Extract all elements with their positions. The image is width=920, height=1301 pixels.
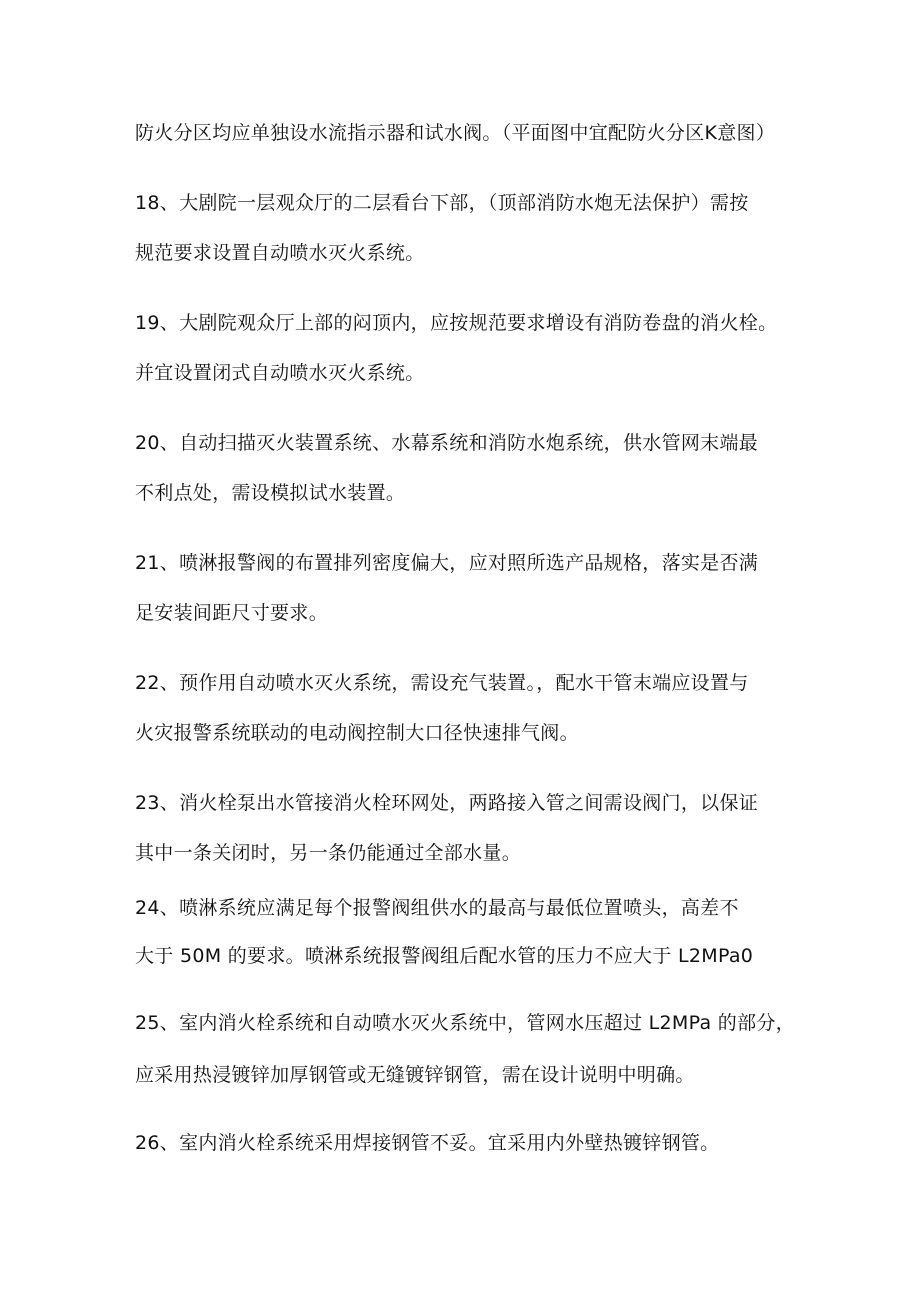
item-20-line-2: 不利点处，需设模拟试水装置。 (135, 482, 406, 504)
item-25-line-2: 应采用热浸镀锌加厚钢管或无缝镀锌钢管，需在设计说明中明确。 (135, 1064, 695, 1086)
item-20-line-1: 20、自动扫描灭火装置系统、水幕系统和消防水炮系统，供水管网末端最 (135, 432, 759, 454)
item-26-line-1: 26、室内消火栓系统采用焊接钢管不妥。宜采用内外壁热镀锌钢管。 (135, 1132, 720, 1154)
item-18-line-2: 规范要求设置自动喷水灭火系统。 (135, 242, 425, 264)
item-18-line-1: 18、大剧院一层观众厅的二层看台下部，（顶部消防水炮无法保护）需按 (135, 192, 749, 214)
item-24-line-2: 大于 50M 的要求。喷淋系统报警阀组后配水管的压力不应大于 L2MPa0 (135, 945, 754, 967)
item-22-line-1: 22、预作用自动喷水灭火系统，需设充气装置。，配水干管末端应设置与 (135, 672, 749, 694)
item-19-line-2: 并宜设置闭式自动喷水灭火系统。 (135, 362, 425, 384)
item-24-line-1: 24、喷淋系统应满足每个报警阀组供水的最高与最低位置喷头，高差不 (135, 897, 739, 919)
item-25-line-1: 25、室内消火栓系统和自动喷水灭火系统中，管网水压超过 L2MPa 的部分， (135, 1012, 795, 1034)
item-23-line-2: 其中一条关闭时，另一条仍能通过全部水量。 (135, 842, 522, 864)
item-21-line-1: 21、喷淋报警阀的布置排列密度偏大，应对照所选产品规格，落实是否满 (135, 552, 759, 574)
item-21-line-2: 足安装间距尺寸要求。 (135, 602, 329, 624)
item-22-line-2: 火灾报警系统联动的电动阀控制大口径快速排气阀。 (135, 722, 579, 744)
item-19-line-1: 19、大剧院观众厅上部的闷顶内，应按规范要求增设有消防卷盘的消火栓。 (135, 312, 778, 334)
item-23-line-1: 23、消火栓泵出水管接消火栓环网处，两路接入管之间需设阀门，以保证 (135, 792, 759, 814)
text-line-intro: 防火分区均应单独设水流指示器和试水阀。（平面图中宜配防火分区K意图） (135, 122, 776, 144)
